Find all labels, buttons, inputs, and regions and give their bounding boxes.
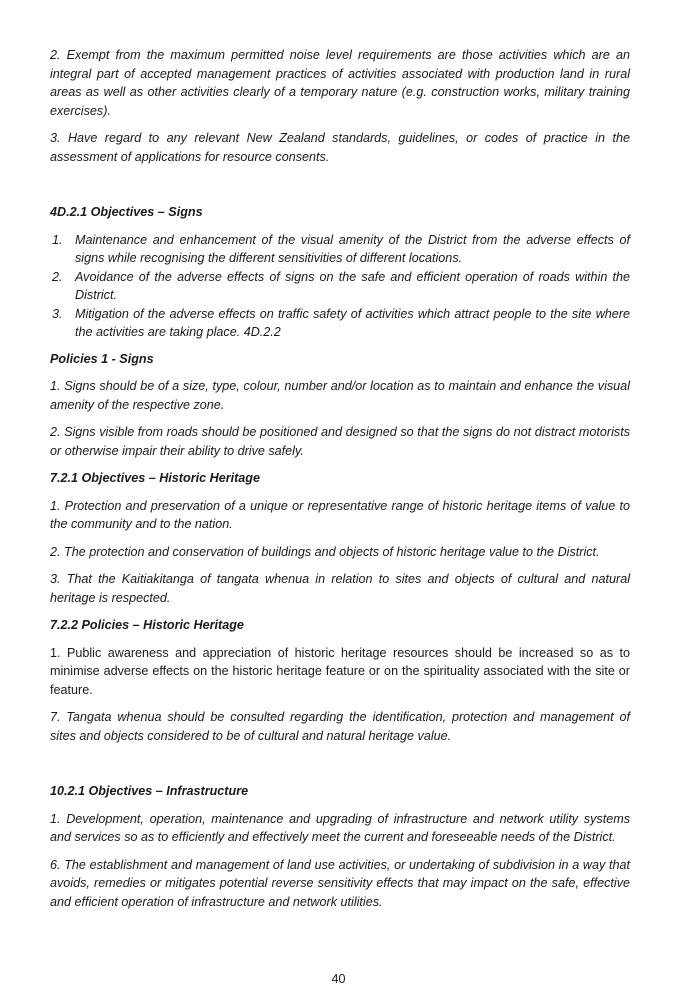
infrastructure-objectives-heading: 10.2.1 Objectives – Infrastructure	[50, 784, 249, 798]
heritage-objective-paragraph: 3. That the Kaitiakitanga of tangata whenua in relation to sites and objects of cultural and natural heritage is respected.	[50, 572, 630, 605]
list-item-text: Mitigation of the adverse effects on traffic safety of activities which attract people to the site where the activities are taking place. 4D.2.2	[75, 306, 630, 339]
document-page	[50, 46, 630, 920]
standards-paragraph: 3. Have regard to any relevant New Zealand standards, guidelines, or codes of practice in the assessment of applications for resource consents.	[50, 131, 630, 164]
signs-policy-paragraph: 2. Signs visible from roads should be positioned and designed so that the signs do not distract motorists or otherwise impair their ability to drive safely.	[50, 425, 630, 458]
signs-objectives-list	[50, 231, 630, 342]
list-item-number: 1.	[52, 232, 63, 247]
signs-policy-paragraph: 1. Signs should be of a size, type, colour, number and/or location as to maintain and enhance the visual amenity of the respective zone.	[50, 379, 630, 412]
infrastructure-objective-paragraph: 6. The establishment and management of land use activities, or undertaking of subdivision in a way that avoids, remedies or mitigates potential reverse sensitivity effects that may impact on the safe, effective and efficient operation of infrastructure and network utilities.	[50, 857, 630, 909]
heritage-objectives-heading: 7.2.1 Objectives – Historic Heritage	[50, 471, 260, 485]
heritage-policies-heading: 7.2.2 Policies – Historic Heritage	[50, 618, 244, 632]
section-spacer	[50, 175, 630, 203]
infrastructure-objective-paragraph: 1. Development, operation, maintenance and upgrading of infrastructure and network utility systems and services so as to efficiently and effectively meet the current and foreseeable needs of the District.	[50, 811, 630, 844]
signs-policies-heading: Policies 1 - Signs	[50, 351, 154, 366]
signs-objectives-heading: 4D.2.1 Objectives – Signs	[50, 205, 203, 219]
heritage-policy-paragraph: 1. Public awareness and appreciation of historic heritage resources should be increased so as to minimise adverse effects on the historic heritage feature or on the spirituality associated with the site or feature.	[50, 645, 630, 697]
page-number: 40	[331, 972, 346, 986]
list-item	[50, 231, 630, 268]
list-item	[50, 305, 630, 342]
heritage-objective-paragraph: 1. Protection and preservation of a unique or representative range of historic heritage items of value to the community and to the nation.	[50, 498, 630, 531]
heritage-policy-paragraph: 7. Tangata whenua should be consulted regarding the identification, protection and management of sites and objects considered to be of cultural and natural heritage value.	[50, 710, 630, 743]
list-item-number: 2.	[52, 269, 63, 284]
section-spacer	[50, 754, 630, 782]
list-item	[50, 268, 630, 305]
noise-exemption-paragraph: 2. Exempt from the maximum permitted noise level requirements are those activities which are an integral part of accepted management practices of activities associated with production land in rural areas as well as other activities clearly of a temporary nature (e.g. construction works, military training exercises).	[50, 48, 630, 118]
list-item-number: 3.	[52, 306, 63, 321]
heritage-objective-paragraph: 2. The protection and conservation of buildings and objects of historic heritage value to the District.	[50, 544, 600, 559]
list-item-text: Maintenance and enhancement of the visual amenity of the District from the adverse effects of signs while recognising the different sensitivities of different locations.	[75, 232, 630, 265]
list-item-text: Avoidance of the adverse effects of signs on the safe and efficient operation of roads within the District.	[75, 269, 630, 302]
